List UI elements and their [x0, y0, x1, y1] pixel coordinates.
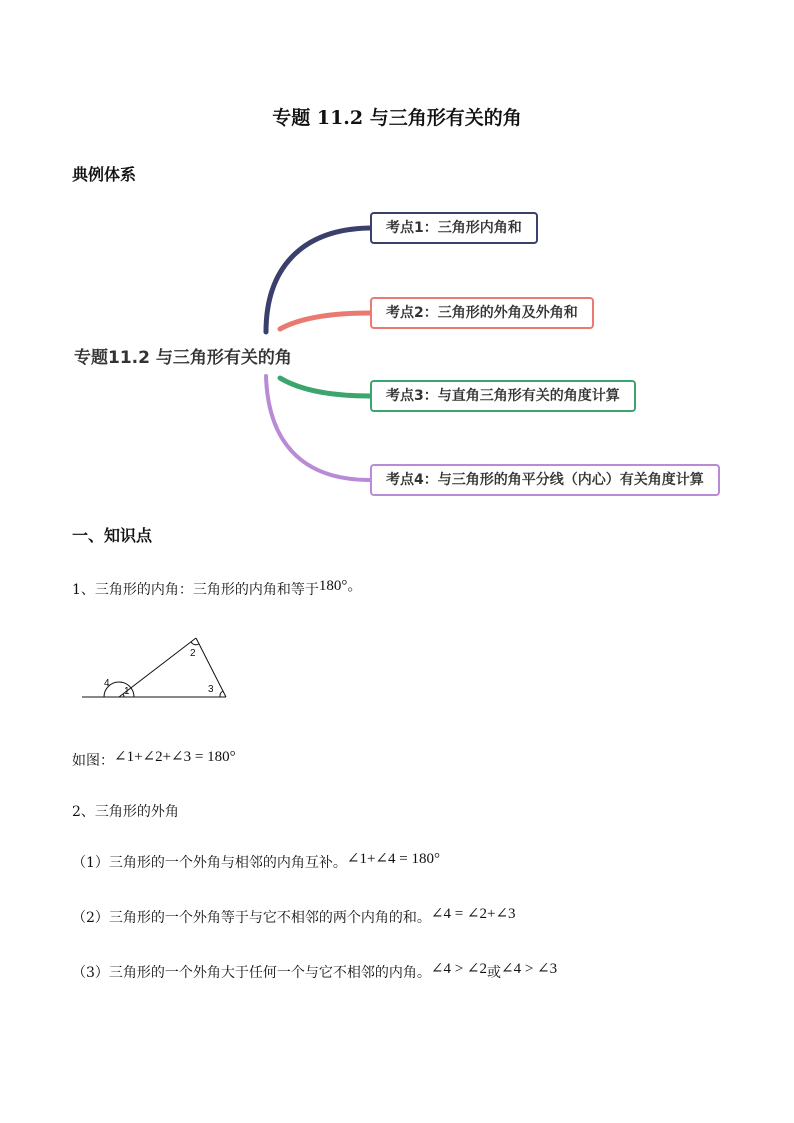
point-2-3-math-b: ∠4 > ∠3 [501, 961, 558, 977]
connector-2 [280, 313, 370, 329]
point-2-3-math-a: ∠4 > ∠2 [430, 961, 488, 977]
point-2-1-text: （1）三角形的一个外角与相邻的内角互补。 [72, 855, 347, 871]
mindmap-node-2: 考点2：三角形的外角及外角和 [370, 297, 594, 329]
figure-math: ∠1+∠2+∠3 = 180° [114, 749, 236, 765]
mindmap-center: 专题11.2 与三角形有关的角 [74, 348, 292, 368]
figure-caption-line [72, 750, 236, 770]
angle-label-3: 3 [208, 684, 214, 695]
triangle-figure [82, 638, 226, 697]
mindmap-node-4: 考点4：与三角形的角平分线（内心）有关角度计算 [370, 464, 720, 496]
point-2-2-text: （2）三角形的一个外角等于与它不相邻的两个内角的和。 [72, 910, 431, 926]
section-heading-examples: 典例体系 [72, 165, 137, 184]
connector-3 [280, 378, 370, 396]
figure-caption: 如图： [72, 753, 114, 769]
section-heading-knowledge: 一、知识点 [72, 526, 153, 545]
point-1-text: 1、三角形的内角：三角形的内角和等于 [72, 582, 319, 598]
point-1-math: 180°。 [318, 578, 363, 594]
point-2-1-math: ∠1+∠4 = 180° [346, 851, 440, 867]
mindmap-node-3: 考点3：与直角三角形有关的角度计算 [370, 380, 636, 412]
angle-label-1: 1 [124, 686, 130, 697]
angle-label-2: 2 [190, 648, 196, 659]
point-2-2-math: ∠4 = ∠2+∠3 [430, 906, 516, 922]
mindmap-node-1: 考点1：三角形内角和 [370, 212, 538, 244]
point-2-3-or: 或 [487, 965, 502, 981]
point-1 [72, 578, 362, 599]
point-2-3-text: （3）三角形的一个外角大于任何一个与它不相邻的内角。 [72, 965, 431, 981]
point-2-2 [72, 907, 516, 927]
point-2-title: 2、三角形的外角 [72, 804, 179, 820]
point-2-3 [72, 962, 557, 982]
point-2-1 [72, 852, 440, 872]
angle-label-4: 4 [104, 678, 110, 689]
page-title: 专题 11.2 与三角形有关的角 [272, 107, 522, 129]
